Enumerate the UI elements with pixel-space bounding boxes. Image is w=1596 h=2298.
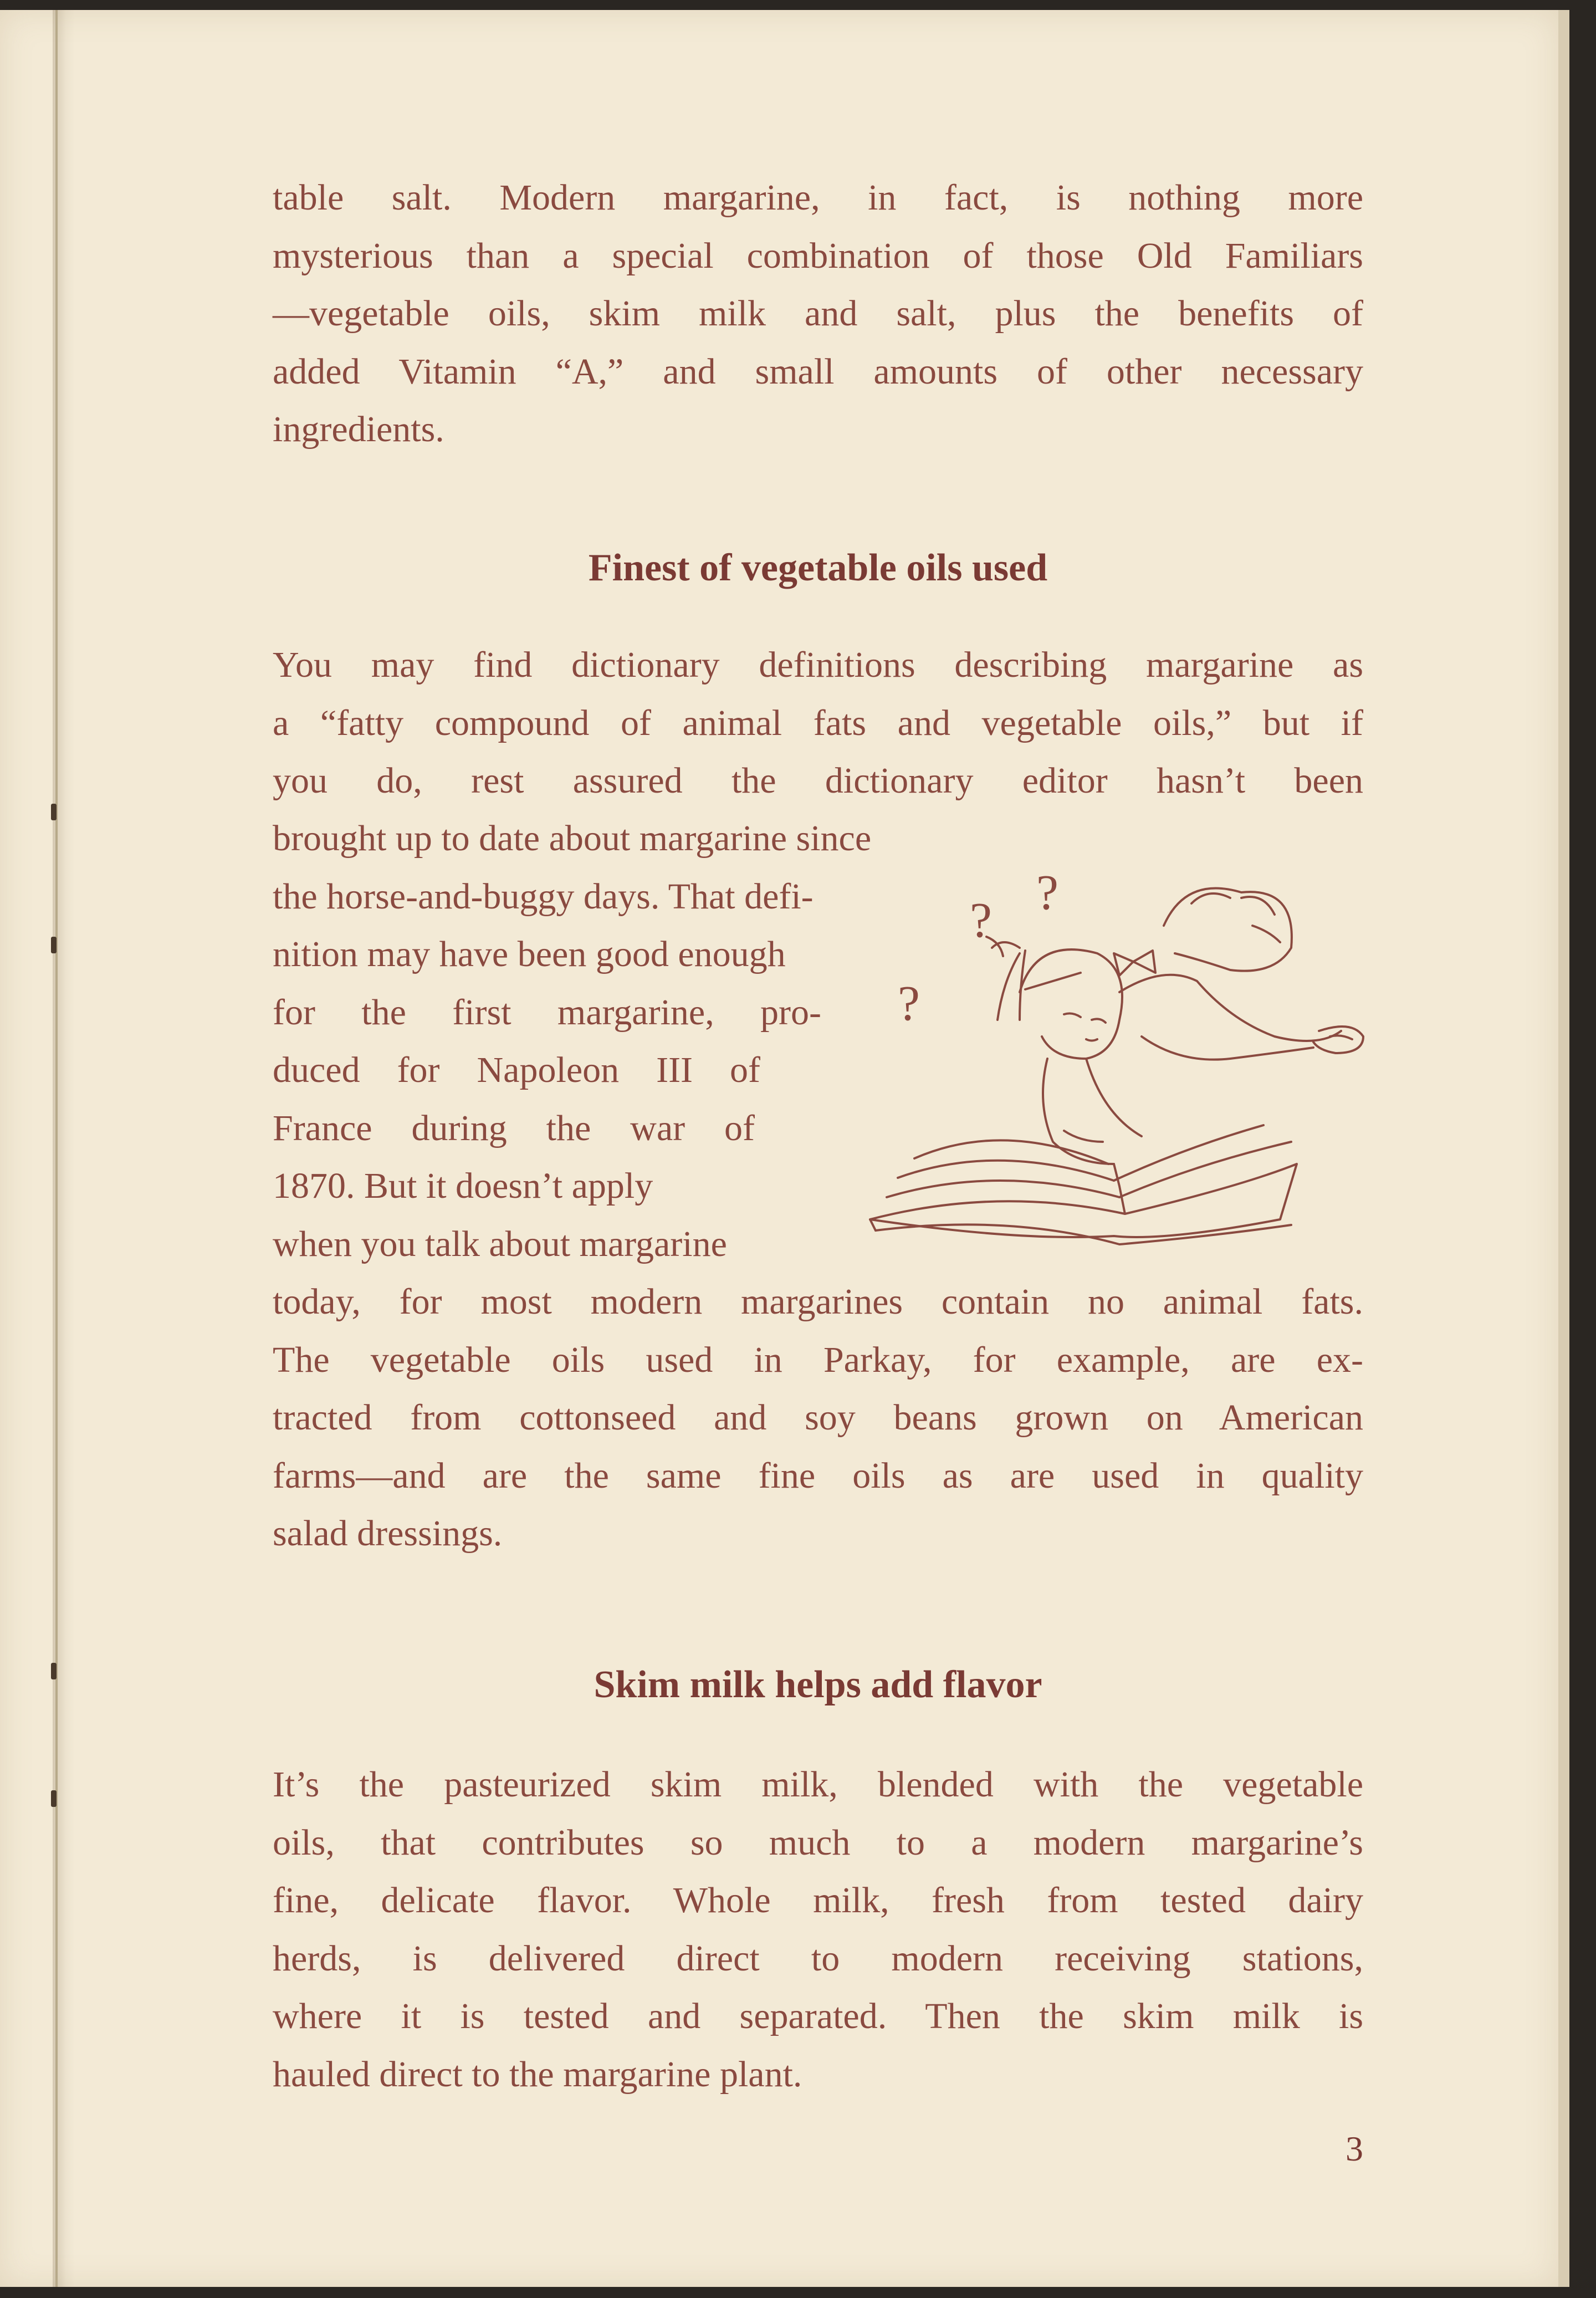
text-line: France during the war of — [273, 1107, 755, 1148]
text-line: you do, rest assured the dictionary editor hasn’t been — [273, 760, 1363, 801]
text-line: It’s the pasteurized skim milk, blended with the vegetable — [273, 1764, 1363, 1805]
text-line: oils, that contributes so much to a modern margarine’s — [273, 1822, 1363, 1863]
text-line: for the first margarine, pro- — [273, 992, 821, 1033]
page-edge — [1558, 10, 1569, 2287]
text-line: herds, is delivered direct to modern receiving stations, — [273, 1938, 1363, 1979]
spine-fold-line — [55, 10, 58, 2287]
text-line: duced for Napoleon III of — [273, 1050, 760, 1090]
text-line: added Vitamin “A,” and small amounts of other necessary — [273, 351, 1363, 392]
text-line: —vegetable oils, skim milk and salt, plus the benefits of — [273, 293, 1363, 334]
section-heading-milk: Skim milk helps add flavor — [594, 1663, 1042, 1706]
text-line: table salt. Modern margarine, in fact, is nothing more — [273, 177, 1363, 218]
text-line: ingredients. — [273, 409, 444, 450]
text-line: The vegetable oils used in Parkay, for example, are ex- — [273, 1339, 1363, 1380]
binding-stitch — [51, 1663, 57, 1679]
text-line: salad dressings. — [273, 1513, 503, 1554]
text-line: when you talk about margarine — [273, 1223, 727, 1264]
text-line: the horse-and-buggy days. That defi- — [273, 876, 814, 917]
intro-paragraph — [273, 169, 1363, 459]
binding-stitch — [51, 804, 57, 820]
text-line: brought up to date about margarine since — [273, 818, 872, 859]
milk-paragraph — [273, 1756, 1363, 2103]
text-line: fine, delicate flavor. Whole milk, fresh from tested dairy — [273, 1880, 1363, 1921]
text-line: nition may have been good enough — [273, 934, 786, 974]
oils-paragraph-bottom — [273, 1273, 1363, 1563]
section-heading-oils: Finest of vegetable oils used — [588, 547, 1048, 589]
text-line: farms—and are the same fine oils as are used in quality — [273, 1455, 1363, 1496]
binding-stitch — [51, 1790, 57, 1807]
text-line: a “fatty compound of animal fats and vegetable oils,” but if — [273, 702, 1363, 743]
text-line: today, for most modern margarines contain no animal fats. — [273, 1281, 1363, 1322]
question-mark: ? — [1036, 865, 1058, 920]
text-line: You may find dictionary definitions describing margarine as — [273, 645, 1363, 685]
binding-stitch — [51, 937, 57, 953]
oils-paragraph-top — [273, 636, 1363, 810]
text-line: tracted from cottonseed and soy beans grown on American — [273, 1397, 1363, 1438]
text-line: hauled direct to the margarine plant. — [273, 2054, 802, 2095]
text-line: mysterious than a special combination of those Old Familiars — [273, 235, 1363, 276]
text-line: 1870. But it doesn’t apply — [273, 1166, 653, 1206]
text-line: where it is tested and separated. Then the skim milk is — [273, 1996, 1363, 2036]
page-number: 3 — [1346, 2129, 1363, 2168]
question-mark: ? — [898, 976, 920, 1031]
question-mark: ? — [970, 893, 992, 948]
girl-reading-book-illustration — [853, 854, 1374, 1253]
